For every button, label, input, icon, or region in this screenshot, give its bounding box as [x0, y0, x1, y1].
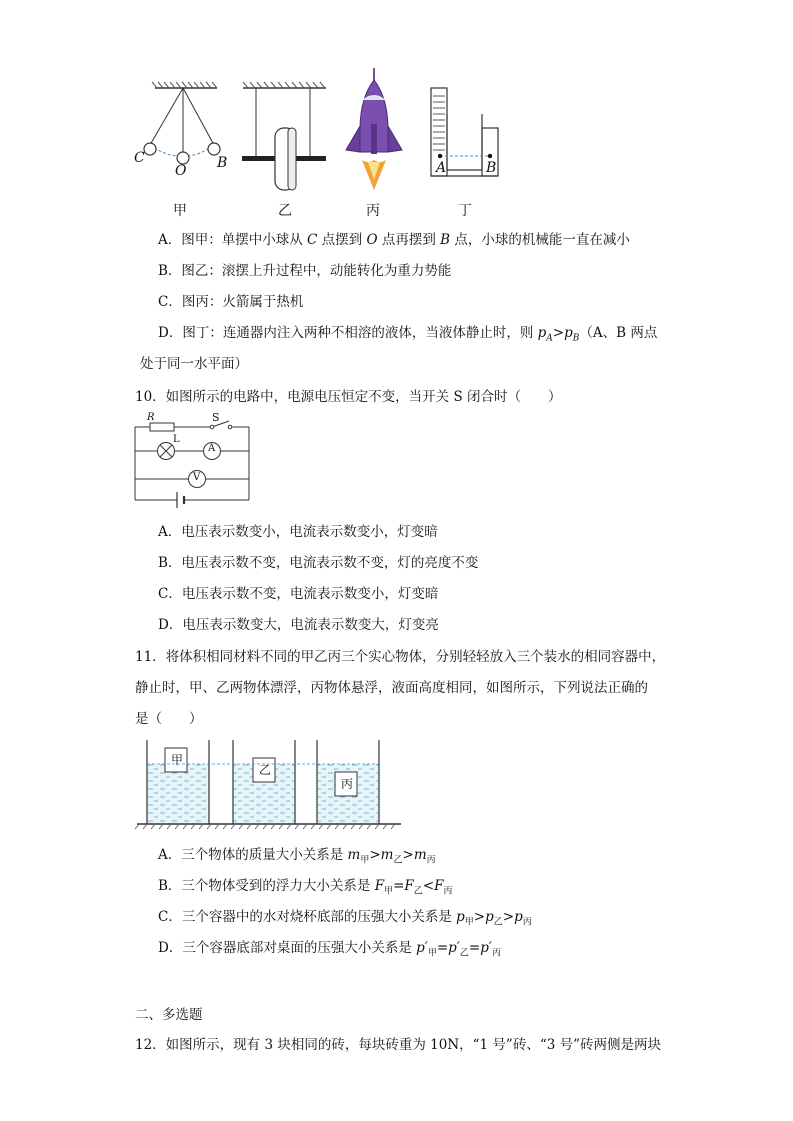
- q9-option-a: [158, 231, 630, 249]
- q9-option-b: B．图乙：滚摆上升过程中，动能转化为重力势能: [158, 263, 452, 279]
- q9-d-gt: >: [552, 325, 565, 341]
- q11-d-p2: =p′: [436, 940, 460, 956]
- q11-b-text: B．三个物体受到的浮力大小关系是: [158, 878, 375, 894]
- q11-c-p1: p: [456, 909, 465, 925]
- label-b2: B: [486, 160, 497, 176]
- q11-b-f3: <F: [422, 878, 444, 894]
- q10-option-b: B．电压表示数不变，电流表示数不变，灯的亮度不变: [158, 555, 479, 571]
- q9-a-text4: 点，小球的机械能一直在减小: [450, 232, 630, 248]
- q9-a-c: C: [307, 232, 318, 248]
- q10-option-d: D．电压表示数变大，电流表示数变大，灯变亮: [158, 617, 439, 633]
- q9-d-pb-sub: B: [572, 333, 580, 344]
- block-label-yi: 乙: [259, 763, 272, 777]
- q11-a-s1: 甲: [360, 855, 370, 866]
- label-o: O: [175, 163, 187, 179]
- maxwell-wheel-diagram: [238, 80, 333, 195]
- q11-d-p3: =p′: [468, 940, 492, 956]
- circuit-label-l: L: [173, 434, 180, 445]
- q11-d-text: D．三个容器底部对桌面的压强大小关系是: [158, 940, 417, 956]
- q12-stem: 12．如图所示，现有 3 块相同的砖，每块砖重为 10N，“1 号”砖、“3 号”砖两侧是两块: [135, 1037, 661, 1053]
- q9-d-text2: （A、B 两点: [579, 325, 658, 341]
- q9-a-text1: A．图甲：单摆中小球从: [158, 232, 308, 248]
- q9-option-d-line2: 处于同一水平面）: [140, 356, 248, 372]
- q11-d-s3: 丙: [491, 948, 501, 959]
- q10-stem: 10．如图所示的电路中，电源电压恒定不变，当开关 S 闭合时（ ）: [135, 389, 562, 405]
- label-c: C: [134, 150, 145, 166]
- q9-d-pb: p: [564, 325, 573, 341]
- q9-option-d: [158, 324, 657, 348]
- rocket-diagram: [340, 68, 410, 193]
- q11-c-text: C．三个容器中的水对烧杯底部的压强大小关系是: [158, 909, 457, 925]
- caption-bing: 丙: [366, 203, 380, 219]
- q11-option-b: [158, 877, 453, 901]
- q11-stem-line3: 是（ ）: [135, 711, 203, 727]
- q11-a-m2: >m: [369, 847, 394, 863]
- circuit-diagram: [132, 415, 257, 505]
- section-title: 二、多选题: [135, 1007, 203, 1023]
- q11-a-m1: m: [347, 847, 361, 863]
- q11-a-m3: >m: [402, 847, 427, 863]
- q11-b-s2: 乙: [413, 886, 423, 897]
- ammeter-label: A: [208, 443, 216, 454]
- q10-option-a: A．电压表示数变小，电流表示数变小，灯变暗: [158, 524, 438, 540]
- q11-c-s2: 乙: [493, 917, 503, 928]
- circuit-label-r: R: [147, 412, 155, 423]
- q11-b-s3: 丙: [443, 886, 453, 897]
- q11-d-s2: 乙: [459, 948, 469, 959]
- q11-d-s1: 甲: [427, 948, 437, 959]
- caption-yi: 乙: [278, 203, 292, 219]
- voltmeter-label: V: [193, 472, 201, 483]
- q9-a-b: B: [440, 232, 451, 248]
- q11-option-c: [158, 908, 532, 932]
- q11-a-s2: 乙: [393, 855, 403, 866]
- q9-d-pa: p: [537, 325, 547, 341]
- q11-option-d: [158, 939, 501, 963]
- q11-c-s3: 丙: [522, 917, 532, 928]
- q9-option-c: C．图丙：火箭属于热机: [158, 294, 304, 310]
- block-label-jia: 甲: [171, 753, 184, 767]
- circuit-label-s: S: [212, 411, 220, 424]
- q11-c-p3: >p: [502, 909, 523, 925]
- q11-a-s3: 丙: [426, 855, 436, 866]
- q9-a-text3: 点再摆到: [377, 232, 441, 248]
- q9-d-pa-sub: A: [546, 333, 553, 344]
- q11-stem-line2: 静止时，甲、乙两物体漂浮，丙物体悬浮，液面高度相同，如图所示，下列说法正确的: [135, 680, 648, 696]
- q9-a-o: O: [366, 232, 378, 248]
- block-label-bing: 丙: [341, 777, 354, 791]
- q10-option-c: C．电压表示数不变，电流表示数变小，灯变暗: [158, 586, 439, 602]
- q11-c-s1: 甲: [464, 917, 474, 928]
- label-a: A: [436, 160, 447, 176]
- caption-jia: 甲: [173, 203, 187, 219]
- caption-ding: 丁: [458, 203, 472, 219]
- q11-d-p1: p′: [416, 940, 428, 956]
- q9-a-text2: 点摆到: [317, 232, 367, 248]
- q11-option-a: [158, 846, 436, 870]
- q11-c-p2: >p: [473, 909, 494, 925]
- label-b: B: [217, 155, 228, 171]
- q11-stem-line1: 11．将体积相同材料不同的甲乙丙三个实心物体，分别轻轻放入三个装水的相同容器中，: [135, 649, 666, 665]
- q9-d-text: D．图丁：连通器内注入两种不相溶的液体，当液体静止时，则: [158, 325, 538, 341]
- q11-b-s1: 甲: [384, 886, 394, 897]
- q11-b-f2: =F: [393, 878, 414, 894]
- q11-b-f1: F: [374, 878, 385, 894]
- q11-a-text: A．三个物体的质量大小关系是: [158, 847, 348, 863]
- container-yi: [233, 740, 295, 824]
